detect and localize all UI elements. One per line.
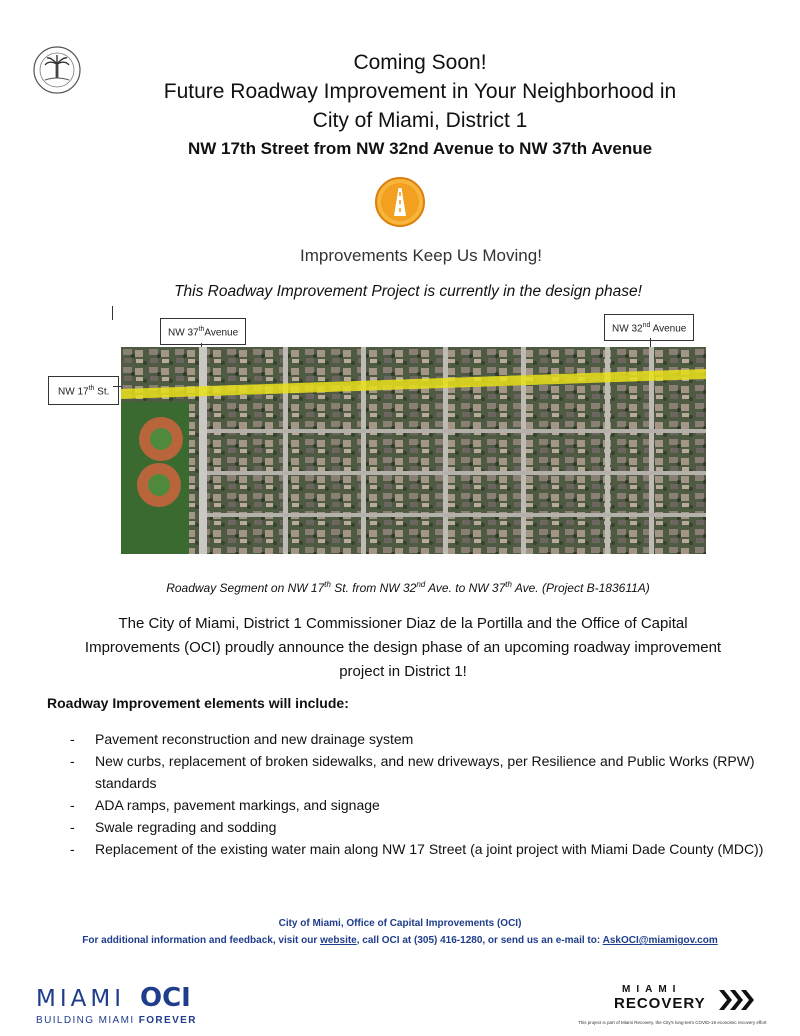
caption-sup: th	[324, 580, 331, 589]
bullet-dash: -	[70, 753, 75, 769]
miami-recovery-logo	[614, 984, 764, 1020]
recovery-word-text: RECOVERY	[614, 995, 706, 1012]
list-item	[70, 816, 770, 838]
city-seal-icon	[33, 46, 81, 94]
footer-org: City of Miami, Office of Capital Improvements (OCI)	[278, 918, 522, 929]
recovery-miami-text: MIAMI	[622, 984, 682, 995]
title-line-1: Coming Soon!	[353, 51, 487, 74]
callout-nw-37th-avenue	[160, 318, 246, 345]
bullet-dash: -	[70, 797, 75, 813]
tagline: Improvements Keep Us Moving!	[300, 246, 542, 265]
list-item	[70, 728, 770, 750]
callout-text: NW 32	[612, 323, 643, 335]
callout-sup: nd	[642, 322, 651, 329]
list-item-text: ADA ramps, pavement markings, and signage	[95, 797, 380, 813]
project-limits: NW 17th Street from NW 32nd Avenue to NW 37th Avenue	[187, 139, 653, 158]
caption-text: St. from NW 32	[330, 581, 417, 595]
list-item-text: Replacement of the existing water main along NW 17 Street (a joint project with Miami Dade County (MDC))	[95, 841, 764, 857]
callout-text: St.	[94, 386, 110, 398]
caption-sup: nd	[416, 580, 426, 589]
oci-tagline	[36, 1015, 197, 1026]
list-item	[70, 750, 770, 794]
callout-text: Avenue	[204, 327, 239, 339]
list-item-text: New curbs, replacement of broken sidewalks, and new driveways, per Resilience and Public Works (RPW) standards	[95, 753, 755, 791]
caption-text: Ave. (Project B-183611A)	[511, 581, 650, 595]
callout-nw-17th-street	[48, 376, 119, 405]
oci-miami-text: MIAMI	[36, 986, 125, 1012]
website-link[interactable]: website	[320, 935, 357, 946]
oci-word-text: OCI	[140, 983, 191, 1013]
callout-text: Avenue	[650, 323, 687, 335]
list-item-text: Swale regrading and sodding	[95, 819, 277, 835]
caption-text: Ave. to NW 37	[425, 581, 506, 595]
callout-sup: th	[198, 326, 205, 333]
map-caption	[0, 580, 800, 595]
text-cursor-mark	[112, 306, 113, 320]
callout-text: NW 17	[58, 386, 89, 398]
elements-list	[70, 728, 770, 860]
callout-sup: th	[88, 385, 95, 392]
footer-text: For additional information and feedback, visit our	[82, 935, 321, 946]
bullet-dash: -	[70, 731, 75, 747]
oci-tagline-text: BUILDING MIAMI	[36, 1015, 135, 1026]
caption-text: Roadway Segment on NW 17	[166, 581, 325, 595]
callout-text: NW 37	[168, 327, 199, 339]
phase-notice: This Roadway Improvement Project is currently in the design phase!	[174, 283, 642, 300]
list-item	[70, 838, 770, 860]
footer-contact	[0, 935, 800, 946]
title-line-3: City of Miami, District 1	[312, 109, 528, 132]
title-block	[100, 48, 740, 162]
intro-paragraph: The City of Miami, District 1 Commissioner Diaz de la Portilla and the Office of Capital Improvements (OCI) proudly announce the design phase of an upcoming roadway improvement project in District 1!	[84, 615, 722, 680]
roadway-a-logo-icon	[374, 176, 426, 228]
aerial-map	[121, 347, 706, 554]
list-item	[70, 794, 770, 816]
footer-text: , call OCI at (305) 416-1280, or send us an e-mail to:	[356, 935, 603, 946]
chevrons-icon	[717, 988, 757, 1012]
recovery-note: This project is part of Miami Recovery, the City's long-term COVID-19 economic recovery effort	[578, 1020, 767, 1025]
title-line-2: Future Roadway Improvement in Your Neighborhood in	[163, 80, 677, 103]
oci-tagline-bold: FOREVER	[138, 1015, 197, 1026]
list-item-text: Pavement reconstruction and new drainage system	[95, 731, 414, 747]
bullet-dash: -	[70, 819, 75, 835]
elements-heading: Roadway Improvement elements will include:	[47, 695, 349, 711]
miami-oci-logo	[36, 983, 226, 1026]
email-link[interactable]: AskOCI@miamigov.com	[602, 935, 718, 946]
caption-sup: th	[505, 580, 512, 589]
bullet-dash: -	[70, 841, 75, 857]
